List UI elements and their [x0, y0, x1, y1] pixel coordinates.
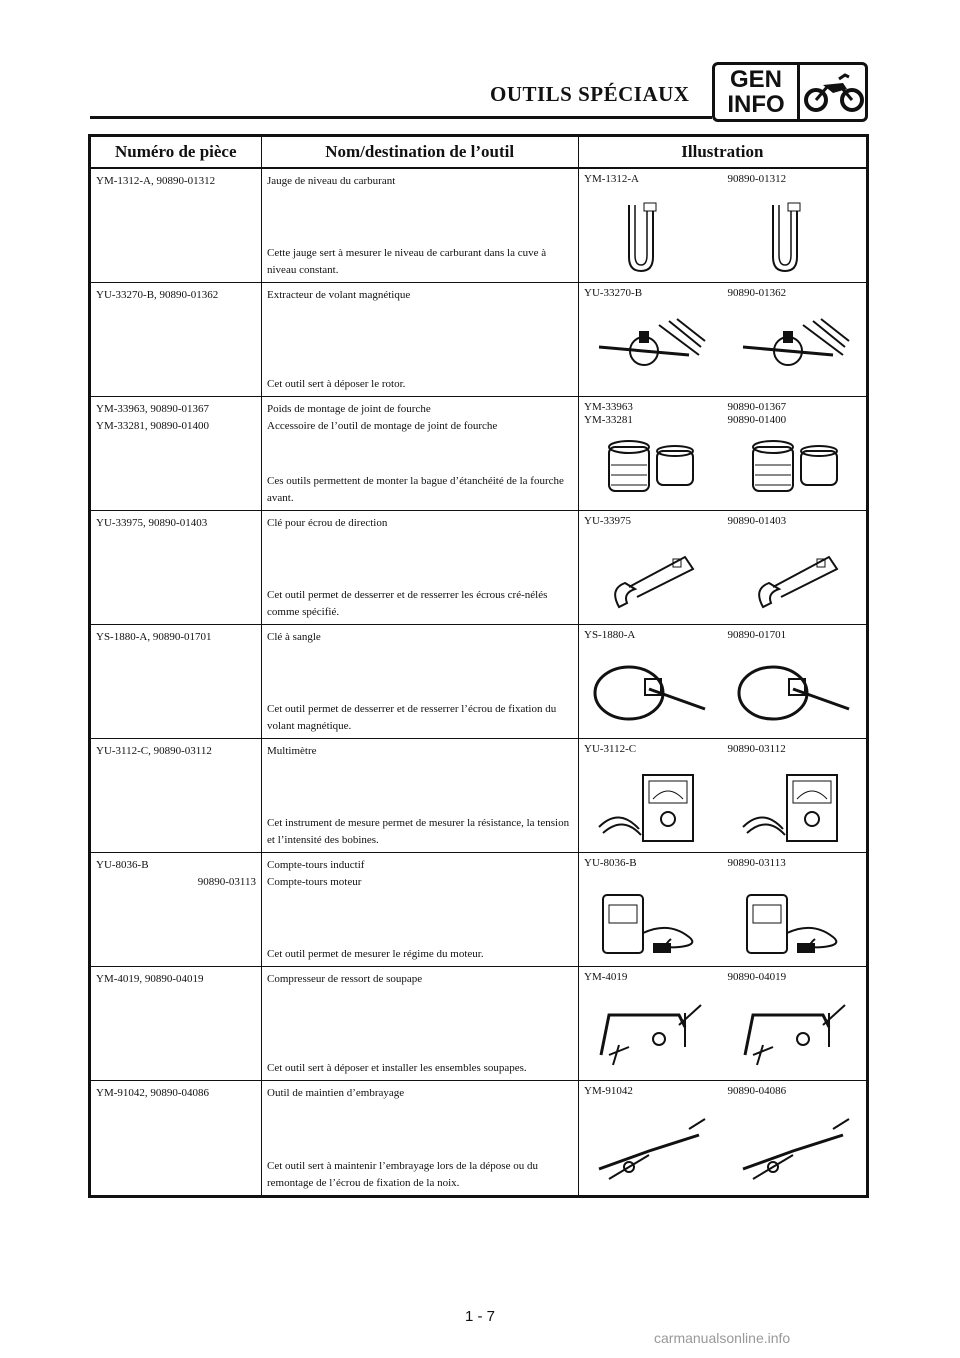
part-number-cell	[91, 967, 261, 1080]
illustration-cell	[578, 739, 866, 852]
part-number-cell	[91, 169, 261, 282]
tool-name-cell	[261, 739, 578, 852]
tool-description: Cet outil sert à maintenir l’embrayage lors de la dépose ou du remontage de l’écrou de fixation de la noix.	[267, 1160, 538, 1189]
illustration-right	[723, 283, 867, 396]
illustration-left-label: YU-33270-B	[584, 287, 643, 299]
part-number: YS-1880-A, 90890-01701	[96, 631, 212, 643]
tachometer-icon	[589, 881, 709, 959]
illustration-left	[579, 511, 723, 624]
table-row	[91, 397, 866, 511]
tool-name-cell	[261, 853, 578, 966]
strap-wrench-icon	[589, 653, 709, 731]
strap-wrench-icon	[733, 653, 853, 731]
illustration-left-label: YS-1880-A	[584, 629, 636, 641]
illustration-cell	[578, 511, 866, 624]
illustration-right-label: 90890-03113	[727, 857, 786, 869]
table-row	[91, 625, 866, 739]
badge-line-1: GEN	[729, 66, 782, 93]
tool-name-secondary: Compte-tours moteur	[267, 876, 362, 888]
tachometer-icon	[733, 881, 853, 959]
illustration-cell	[578, 397, 866, 510]
gen-info-badge	[712, 62, 868, 122]
tool-name-cell	[261, 283, 578, 396]
part-number: YM-1312-A, 90890-01312	[96, 175, 216, 187]
motorcycle-icon	[803, 69, 865, 115]
tool-description: Cet outil permet de desserrer et de resserrer l’écrou de fixation du volant magnétique.	[267, 703, 557, 732]
page-number: 1 - 7	[464, 1308, 495, 1325]
illustration-cell	[578, 169, 866, 282]
illustration-left	[579, 283, 723, 396]
table-row	[91, 967, 866, 1081]
illustration-left-label: YM-4019	[584, 971, 628, 983]
part-number-cell	[91, 283, 261, 396]
illustration-left-label: YU-8036-B	[584, 857, 637, 869]
table-row	[91, 283, 866, 397]
illustration-right	[723, 511, 867, 624]
illustration-left-label: YM-1312-A	[584, 173, 639, 185]
fuel-level-gauge-icon	[589, 197, 709, 275]
table-row	[91, 511, 866, 625]
tool-name-cell	[261, 511, 578, 624]
fork-seal-driver-icon	[733, 425, 853, 503]
tool-description: Cet outil sert à déposer et installer les ensembles soupapes.	[267, 1062, 527, 1074]
illustration-right	[723, 739, 867, 852]
part-number-cell	[91, 397, 261, 510]
illustration-right-label: 90890-01701	[727, 629, 787, 641]
tool-description: Cet outil permet de mesurer le régime du moteur.	[267, 948, 484, 960]
header-part-number: Numéro de pièce	[115, 142, 237, 161]
part-number-cell	[91, 739, 261, 852]
illustration-right-label: 90890-04086	[727, 1085, 787, 1097]
illustration-right-label: 90890-01367 90890-01400	[727, 401, 787, 426]
illustration-left-label: YM-33963 YM-33281	[584, 401, 633, 426]
tool-name: Poids de montage de joint de fourche	[267, 403, 431, 415]
header-rule	[90, 116, 712, 119]
illustration-right	[723, 169, 867, 282]
table-row	[91, 169, 866, 283]
illustration-left-label: YU-3112-C	[584, 743, 637, 755]
illustration-right	[723, 1081, 867, 1195]
watermark: carmanualsonline.info	[654, 1330, 791, 1346]
page-title: OUTILS SPÉCIAUX	[490, 82, 690, 106]
part-number-cell	[91, 625, 261, 738]
part-number-secondary: 90890-03113	[197, 876, 256, 888]
special-tools-table	[88, 134, 869, 1198]
fuel-level-gauge-icon	[733, 197, 853, 275]
illustration-left	[579, 397, 723, 510]
table-body	[91, 169, 866, 1195]
tool-name: Clé pour écrou de direction	[267, 517, 388, 529]
badge-line-2: INFO	[727, 91, 785, 118]
tool-name-cell	[261, 1081, 578, 1195]
clutch-holder-icon	[589, 1109, 709, 1187]
part-number: YU-3112-C, 90890-03112	[96, 745, 212, 757]
tool-description: Cet outil permet de desserrer et de resserrer les écrous cré-nélés comme spécifié.	[267, 589, 548, 618]
tool-name: Jauge de niveau du carburant	[267, 175, 396, 187]
table-row	[91, 1081, 866, 1195]
illustration-cell	[578, 967, 866, 1080]
flywheel-puller-icon	[733, 311, 853, 389]
illustration-right	[723, 625, 867, 738]
badge-text	[715, 65, 797, 121]
tool-name-secondary: Accessoire de l’outil de montage de joint de fourche	[267, 420, 498, 432]
part-number-cell	[91, 1081, 261, 1195]
tool-name: Outil de maintien d’embrayage	[267, 1087, 405, 1099]
illustration-left-label: YU-33975	[584, 515, 632, 527]
tool-name: Extracteur de volant magnétique	[267, 289, 411, 301]
tool-description: Cette jauge sert à mesurer le niveau de carburant dans la cuve à niveau constant.	[267, 247, 547, 276]
illustration-right	[723, 967, 867, 1080]
tool-name-cell	[261, 169, 578, 282]
illustration-right	[723, 853, 867, 966]
illustration-cell	[578, 853, 866, 966]
illustration-left	[579, 853, 723, 966]
tool-name: Clé à sangle	[267, 631, 321, 643]
illustration-right-label: 90890-01403	[727, 515, 787, 527]
illustration-right-label: 90890-04019	[727, 971, 787, 983]
badge-divider	[797, 65, 800, 119]
table-header	[91, 137, 866, 169]
illustration-left	[579, 169, 723, 282]
tool-name-cell	[261, 625, 578, 738]
multimeter-icon	[589, 767, 709, 845]
illustration-right-label: 90890-01312	[727, 173, 787, 185]
part-number: YU-8036-B	[96, 859, 149, 871]
tool-name-cell	[261, 967, 578, 1080]
illustration-left	[579, 967, 723, 1080]
part-number-cell	[91, 511, 261, 624]
tool-name: Multimètre	[267, 745, 317, 757]
illustration-left	[579, 625, 723, 738]
flywheel-puller-icon	[589, 311, 709, 389]
multimeter-icon	[733, 767, 853, 845]
part-number: YM-4019, 90890-04019	[96, 973, 204, 985]
steering-nut-wrench-icon	[589, 539, 709, 617]
part-number-secondary: YM-33281, 90890-01400	[96, 420, 210, 432]
part-number-cell	[91, 853, 261, 966]
tool-description: Ces outils permettent de monter la bague d’étanchéité de la fourche avant.	[267, 475, 564, 504]
steering-nut-wrench-icon	[733, 539, 853, 617]
valve-spring-compressor-icon	[589, 995, 709, 1073]
illustration-cell	[578, 625, 866, 738]
part-number: YM-33963, 90890-01367	[96, 403, 210, 415]
tool-name: Compte-tours inductif	[267, 859, 365, 871]
illustration-right-label: 90890-01362	[727, 287, 787, 299]
tool-description: Cet instrument de mesure permet de mesurer la résistance, la tension et l’intensité des bobines.	[267, 817, 570, 846]
part-number: YU-33975, 90890-01403	[96, 517, 208, 529]
clutch-holder-icon	[733, 1109, 853, 1187]
part-number: YM-91042, 90890-04086	[96, 1087, 210, 1099]
table-row	[91, 853, 866, 967]
illustration-cell	[578, 283, 866, 396]
header-tool-name: Nom/destination de l’outil	[261, 137, 578, 167]
illustration-right	[723, 397, 867, 510]
illustration-left	[579, 1081, 723, 1195]
valve-spring-compressor-icon	[733, 995, 853, 1073]
tool-name-cell	[261, 397, 578, 510]
illustration-right-label: 90890-03112	[727, 743, 786, 755]
fork-seal-driver-icon	[589, 425, 709, 503]
table-row	[91, 739, 866, 853]
tool-name: Compresseur de ressort de soupape	[267, 973, 423, 985]
tool-description: Cet outil sert à déposer le rotor.	[267, 378, 406, 390]
illustration-left	[579, 739, 723, 852]
illustration-left-label: YM-91042	[584, 1085, 633, 1097]
part-number: YU-33270-B, 90890-01362	[96, 289, 219, 301]
illustration-cell	[578, 1081, 866, 1195]
header-illustration: Illustration	[578, 137, 866, 167]
